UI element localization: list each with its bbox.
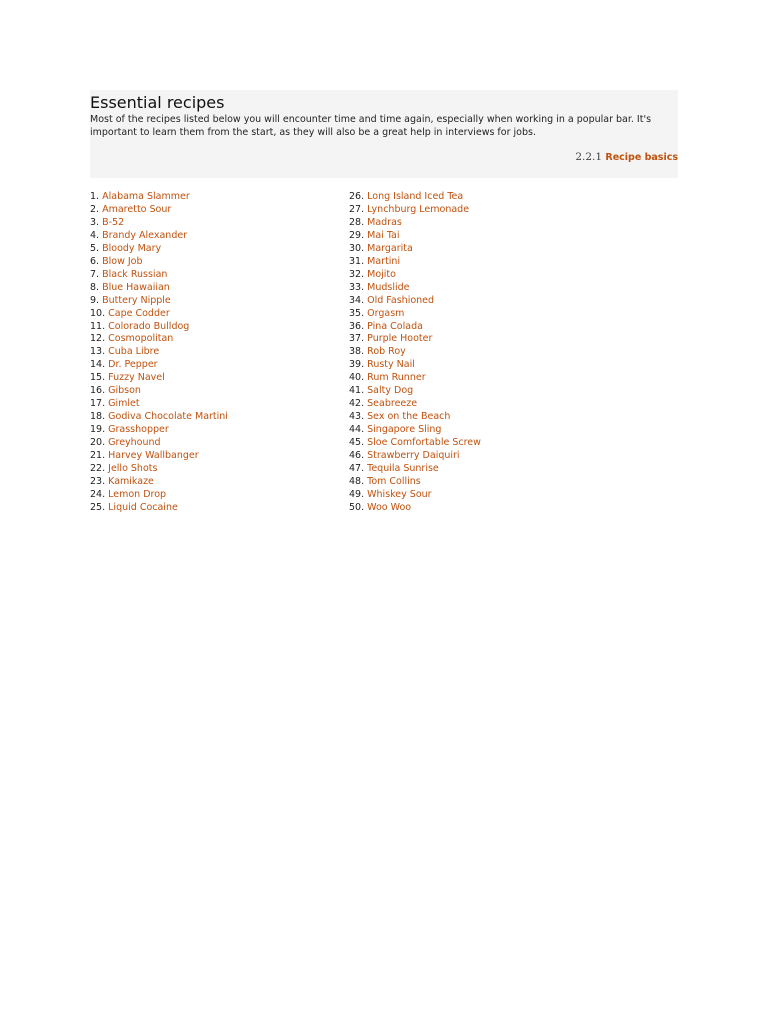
recipe-link[interactable]: Orgasm [367, 307, 405, 319]
recipe-link[interactable]: Rusty Nail [367, 359, 415, 371]
recipe-link[interactable]: Singapore Sling [367, 424, 442, 436]
recipe-number: 1. [90, 191, 100, 202]
recipe-number: 29. [349, 229, 365, 241]
recipe-link[interactable]: Cape Codder [108, 307, 170, 319]
recipe-link[interactable]: Buttery Nipple [102, 294, 171, 306]
recipe-link[interactable]: Amaretto Sour [102, 203, 172, 215]
section-number: 2.2.1 [575, 151, 603, 163]
list-item [349, 398, 481, 411]
recipe-number: 21. [90, 450, 106, 462]
list-item [90, 191, 228, 204]
list-item [349, 476, 481, 489]
recipe-number: 3. [90, 216, 100, 228]
recipe-link[interactable]: Salty Dog [367, 385, 414, 397]
list-item [90, 321, 228, 334]
list-item [90, 489, 228, 502]
recipe-number: 28. [349, 216, 365, 228]
header-box [90, 90, 678, 178]
recipe-number: 17. [90, 398, 106, 410]
list-item [349, 282, 481, 295]
list-item [349, 489, 481, 502]
recipe-number: 2. [90, 203, 100, 215]
recipe-link[interactable]: Grasshopper [108, 424, 169, 436]
list-item [90, 256, 228, 269]
recipe-link[interactable]: Strawberry Daiquiri [367, 450, 460, 462]
recipe-number: 5. [90, 242, 100, 254]
recipe-link[interactable]: Greyhound [108, 437, 161, 449]
recipe-number: 4. [90, 229, 100, 241]
recipe-link[interactable]: Tequila Sunrise [367, 463, 439, 475]
recipe-number: 22. [90, 463, 106, 475]
list-item [349, 372, 481, 385]
recipe-number: 41. [349, 385, 365, 397]
recipe-number: 31. [349, 255, 365, 267]
recipe-link[interactable]: Bloody Mary [102, 242, 162, 254]
recipe-number: 32. [349, 268, 365, 280]
list-item [349, 411, 481, 424]
list-item [90, 359, 228, 372]
list-item [349, 385, 481, 398]
list-item [349, 230, 481, 243]
list-item [90, 295, 228, 308]
recipe-link[interactable]: Brandy Alexander [102, 229, 188, 241]
list-item [90, 398, 228, 411]
list-item [90, 204, 228, 217]
recipe-number: 37. [349, 333, 365, 345]
recipe-number: 9. [90, 294, 100, 306]
recipe-number: 27. [349, 203, 365, 215]
recipe-link[interactable]: Gimlet [108, 398, 140, 410]
recipe-number: 8. [90, 281, 100, 293]
recipe-number: 24. [90, 488, 106, 500]
list-item [90, 346, 228, 359]
recipe-list-right [349, 191, 481, 515]
list-item [90, 308, 228, 321]
recipe-link[interactable]: Madras [367, 216, 402, 228]
recipe-link[interactable]: Mojito [367, 268, 396, 280]
recipe-link[interactable]: Tom Collins [367, 475, 421, 487]
list-item [349, 424, 481, 437]
recipe-link[interactable]: Long Island Iced Tea [367, 191, 464, 202]
recipe-link[interactable]: Mudslide [367, 281, 410, 293]
list-item [349, 217, 481, 230]
recipe-link[interactable]: Jello Shots [108, 463, 158, 475]
recipe-list-left [90, 191, 228, 515]
recipe-link[interactable]: Blue Hawaiian [102, 281, 170, 293]
recipe-number: 43. [349, 411, 365, 423]
recipe-link[interactable]: Gibson [108, 385, 141, 397]
recipe-number: 26. [349, 191, 365, 202]
list-item [90, 282, 228, 295]
recipe-number: 34. [349, 294, 365, 306]
list-item [349, 359, 481, 372]
list-item [349, 308, 481, 321]
intro-text: Most of the recipes listed below you will encounter time and time again, especially when working in a popular bar. It's important to learn them from the start, as they will also be a great help in interviews for jobs. [90, 114, 652, 138]
recipe-link[interactable]: Old Fashioned [367, 294, 435, 306]
recipe-number: 48. [349, 475, 365, 487]
recipe-link[interactable]: Sex on the Beach [367, 411, 451, 423]
recipe-number: 40. [349, 372, 365, 384]
list-item [90, 476, 228, 489]
recipe-link[interactable]: Fuzzy Navel [108, 372, 165, 384]
recipe-number: 50. [349, 501, 365, 513]
list-item [90, 217, 228, 230]
list-item [90, 243, 228, 256]
recipe-number: 16. [90, 385, 106, 397]
recipe-number: 15. [90, 372, 106, 384]
page-title: Essential recipes [90, 93, 225, 112]
recipe-number: 19. [90, 424, 106, 436]
list-item [90, 333, 228, 346]
recipe-number: 42. [349, 398, 365, 410]
list-item [349, 450, 481, 463]
list-item [349, 321, 481, 334]
recipe-link[interactable]: Blow Job [102, 255, 143, 267]
recipe-link[interactable]: Margarita [367, 242, 413, 254]
recipe-link[interactable]: Harvey Wallbanger [108, 450, 199, 462]
list-item [349, 269, 481, 282]
recipe-number: 33. [349, 281, 365, 293]
recipe-number: 38. [349, 346, 365, 358]
recipe-number: 49. [349, 488, 365, 500]
recipe-number: 12. [90, 333, 106, 345]
recipe-link[interactable]: Alabama Slammer [102, 191, 190, 202]
list-item [349, 463, 481, 476]
section-reference [575, 151, 678, 163]
recipe-link[interactable]: Dr. Pepper [108, 359, 158, 371]
recipe-number: 18. [90, 411, 106, 423]
list-item [90, 463, 228, 476]
recipe-number: 47. [349, 463, 365, 475]
list-item [90, 502, 228, 515]
recipe-number: 25. [90, 501, 106, 513]
recipe-link[interactable]: Lemon Drop [108, 488, 167, 500]
list-item [349, 333, 481, 346]
recipe-link[interactable]: Rum Runner [367, 372, 426, 384]
recipe-number: 20. [90, 437, 106, 449]
recipe-link[interactable]: Colorado Bulldog [108, 320, 190, 332]
list-item [90, 437, 228, 450]
recipe-number: 30. [349, 242, 365, 254]
list-item [349, 256, 481, 269]
list-item [90, 230, 228, 243]
recipe-link[interactable]: Mai Tai [367, 229, 400, 241]
recipe-number: 39. [349, 359, 365, 371]
recipe-basics-link[interactable]: Recipe basics [605, 152, 678, 163]
list-item [90, 372, 228, 385]
recipe-number: 7. [90, 268, 100, 280]
list-item [349, 243, 481, 256]
list-item [349, 295, 481, 308]
recipe-link[interactable]: Godiva Chocolate Martini [108, 411, 228, 423]
recipe-number: 35. [349, 307, 365, 319]
list-item [90, 385, 228, 398]
list-item [90, 411, 228, 424]
recipe-link[interactable]: Liquid Cocaine [108, 501, 178, 513]
list-item [90, 450, 228, 463]
recipe-link[interactable]: Whiskey Sour [367, 488, 432, 500]
recipe-link[interactable]: Martini [367, 255, 401, 267]
recipe-link[interactable]: Woo Woo [367, 501, 412, 513]
recipe-link[interactable]: Kamikaze [108, 475, 154, 487]
list-item [349, 191, 481, 204]
recipe-link[interactable]: B-52 [102, 216, 125, 228]
recipe-link[interactable]: Pina Colada [367, 320, 423, 332]
recipe-number: 45. [349, 437, 365, 449]
list-item [90, 269, 228, 282]
recipe-link[interactable]: Black Russian [102, 268, 168, 280]
list-item [349, 437, 481, 450]
recipe-number: 44. [349, 424, 365, 436]
recipe-link[interactable]: Rob Roy [367, 346, 406, 358]
recipe-number: 6. [90, 255, 100, 267]
recipe-number: 14. [90, 359, 106, 371]
list-item [349, 502, 481, 515]
recipe-number: 36. [349, 320, 365, 332]
recipe-number: 46. [349, 450, 365, 462]
recipe-link[interactable]: Lynchburg Lemonade [367, 203, 470, 215]
recipe-link[interactable]: Sloe Comfortable Screw [367, 437, 481, 449]
recipe-link[interactable]: Cosmopolitan [108, 333, 174, 345]
recipe-number: 23. [90, 475, 106, 487]
recipe-number: 10. [90, 307, 106, 319]
list-item [349, 346, 481, 359]
recipe-link[interactable]: Purple Hooter [367, 333, 433, 345]
list-item [349, 204, 481, 217]
recipe-link[interactable]: Seabreeze [367, 398, 418, 410]
list-item [90, 424, 228, 437]
recipe-number: 11. [90, 320, 106, 332]
recipe-number: 13. [90, 346, 106, 358]
recipe-link[interactable]: Cuba Libre [108, 346, 160, 358]
